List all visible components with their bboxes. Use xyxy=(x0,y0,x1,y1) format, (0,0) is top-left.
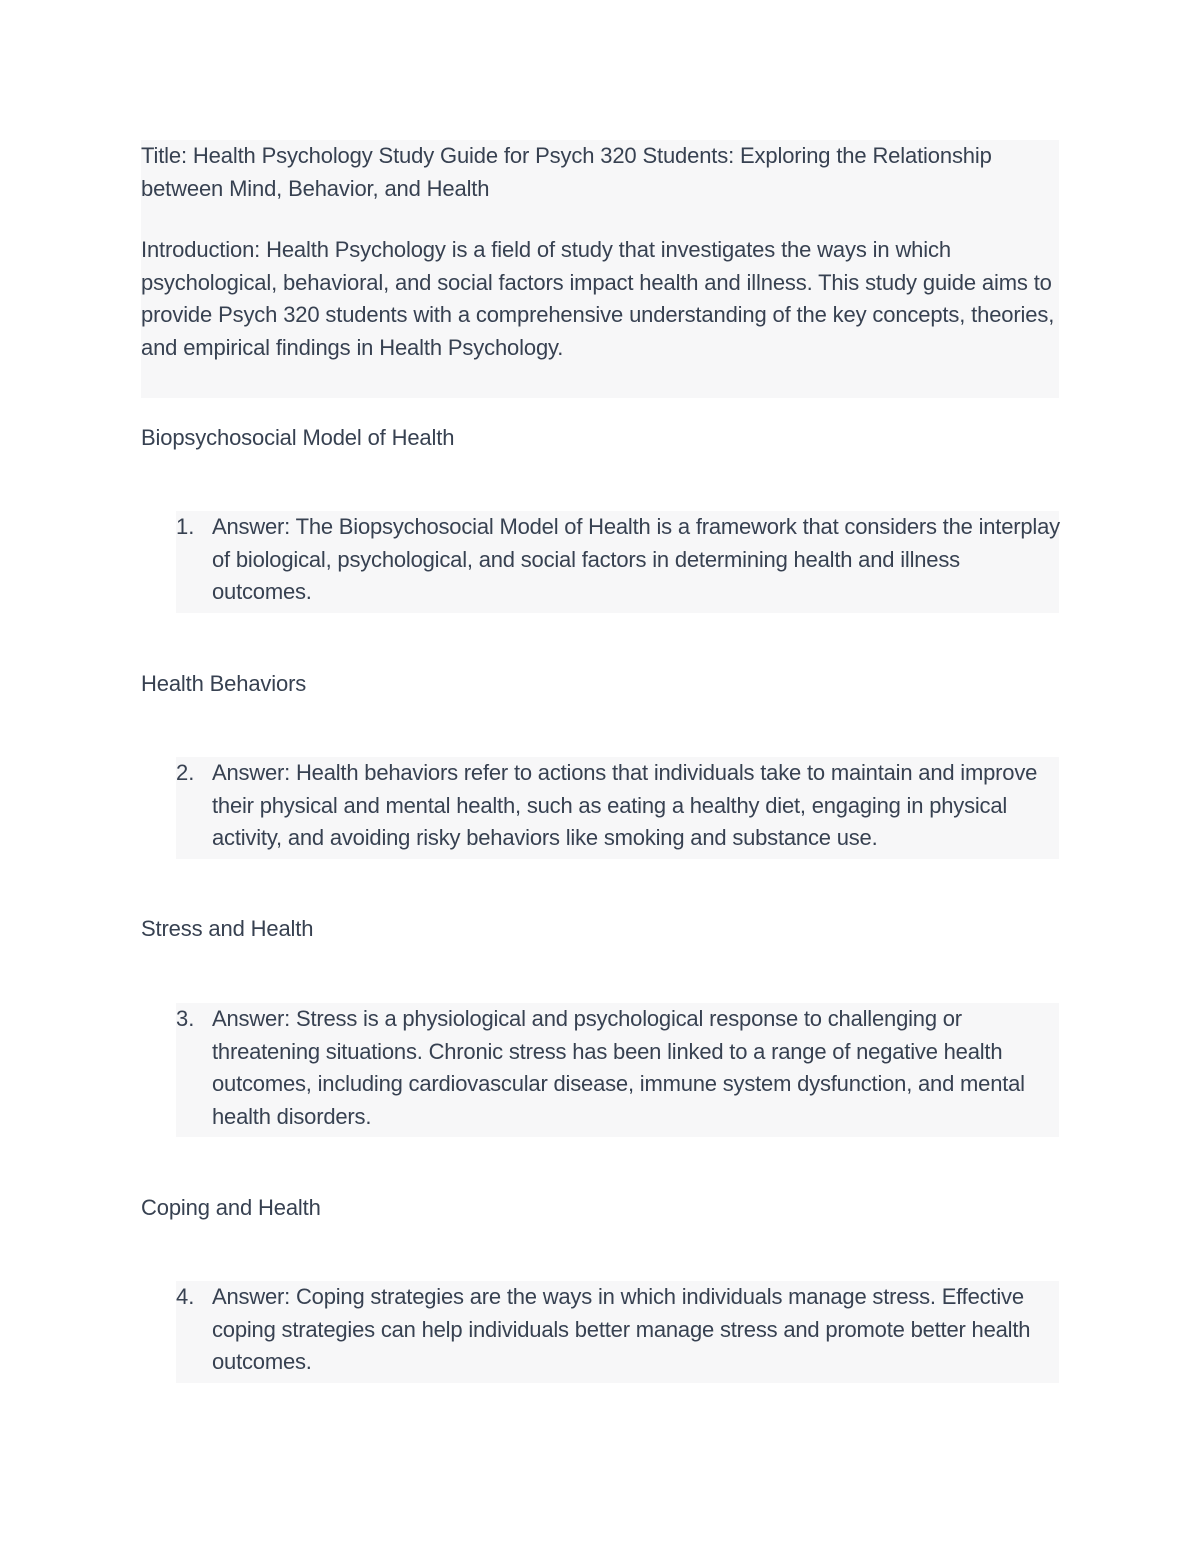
answer-text: Answer: Health behaviors refer to actions that individuals take to maintain and improve their physical and mental health, such as eating a healthy diet, engaging in physical activity, and avoiding risky behaviors like smoking and substance use. xyxy=(212,760,1038,850)
introduction-paragraph: Introduction: Health Psychology is a field of study that investigates the ways in which psychological, behavioral, and social factors impact health and illness. This study guide aims to provide Psych 320 students with a comprehensive understanding of the key concepts, theories, and empirical findings in Health Psychology. xyxy=(141,237,1055,360)
list-number: 3. xyxy=(176,1006,195,1031)
answer-block-1 xyxy=(176,511,1059,613)
list-number: 4. xyxy=(176,1284,195,1309)
section-heading-biopsychosocial: Biopsychosocial Model of Health xyxy=(141,425,455,450)
intro-block xyxy=(141,140,1059,398)
answer-block-2 xyxy=(176,757,1059,859)
section-heading-stress: Stress and Health xyxy=(141,916,314,941)
answer-text: Answer: Stress is a physiological and psychological response to challenging or threatening situations. Chronic stress has been linked to a range of negative health outcomes, including cardiovascular disease, immune system dysfunction, and mental health disorders. xyxy=(212,1006,1025,1129)
answer-block-4 xyxy=(176,1281,1059,1383)
answer-text: Answer: The Biopsychosocial Model of Health is a framework that considers the interplay of biological, psychological, and social factors in determining health and illness outcomes. xyxy=(212,514,1060,604)
section-heading-coping: Coping and Health xyxy=(141,1195,321,1220)
section-heading-health-behaviors: Health Behaviors xyxy=(141,671,307,696)
list-number: 2. xyxy=(176,760,195,785)
answer-block-3 xyxy=(176,1003,1059,1137)
document-title: Title: Health Psychology Study Guide for Psych 320 Students: Exploring the Relationship between Mind, Behavior, and Health xyxy=(141,143,992,201)
list-number: 1. xyxy=(176,514,195,539)
answer-text: Answer: Coping strategies are the ways in which individuals manage stress. Effective coping strategies can help individuals better manage stress and promote better health outcomes. xyxy=(212,1284,1031,1374)
